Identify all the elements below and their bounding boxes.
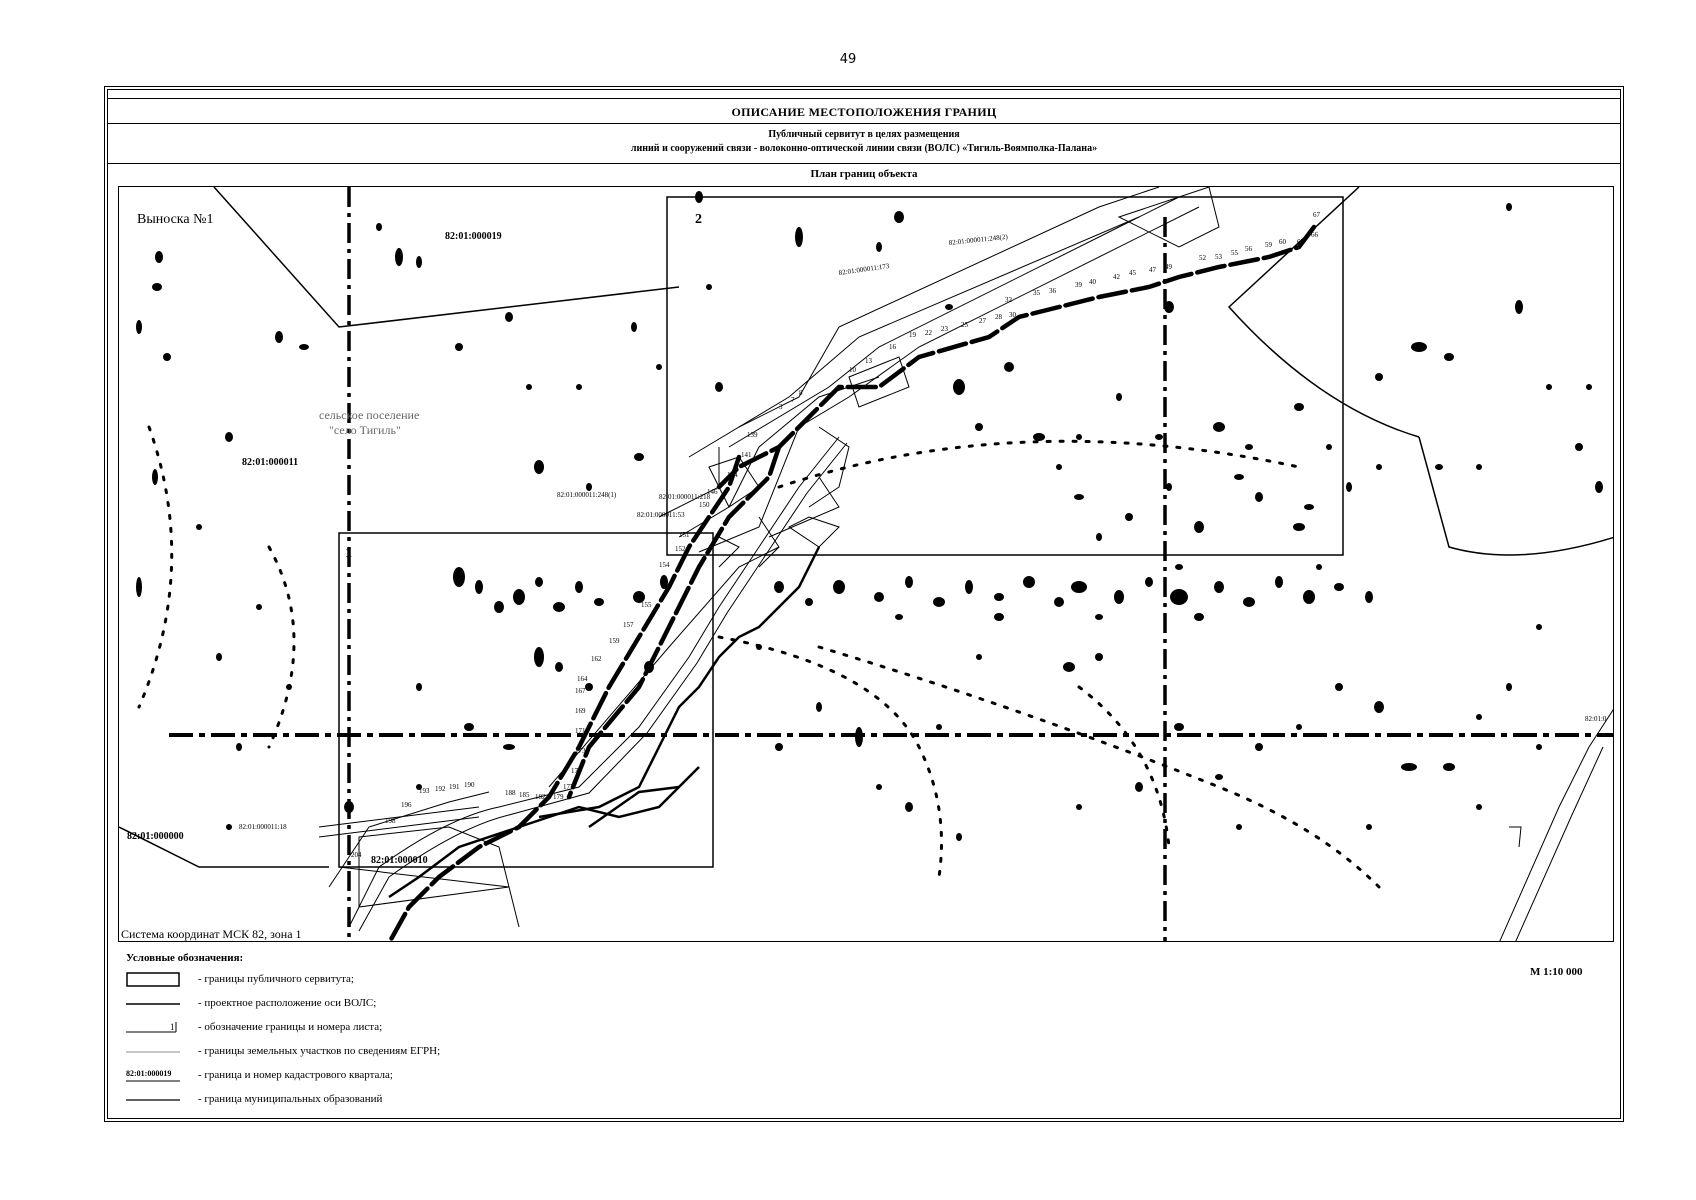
point-label: 59 (1265, 241, 1272, 249)
point-label: 164 (577, 675, 588, 683)
point-label: 175 (571, 767, 582, 775)
cadastral-quarter-symbol (126, 1066, 182, 1086)
legend-item-cadastral-quarter (126, 1066, 926, 1086)
legend-label: - границы земельных участков по сведениям ЕГРН; (198, 1045, 441, 1057)
parcel-label: 82:01:000011:248(2) (948, 232, 1009, 247)
point-label: 53 (1215, 253, 1222, 261)
point-label: 144 (727, 471, 738, 479)
point-label: 182 (535, 793, 546, 801)
legend-label: - границы публичного сервитута; (198, 973, 354, 985)
legend-label: - граница муниципальных образований (198, 1093, 383, 1105)
settlement-name: "село Тигиль" (329, 423, 401, 437)
point-label: 171 (575, 727, 586, 735)
point-label: 36 (1049, 287, 1056, 295)
legend-label: - граница и номер кадастрового квартала; (198, 1069, 393, 1081)
point-label: 192 (435, 785, 446, 793)
point-label: 67 (1313, 211, 1320, 219)
point-label: 154 (659, 561, 670, 569)
point-label: 139 (747, 431, 758, 439)
point-label: 179 (553, 793, 564, 801)
point-label: 190 (464, 781, 475, 789)
legend-title: Условные обозначения: (126, 952, 244, 964)
point-label: 152 (675, 545, 686, 553)
quarter-code: 82:01:000019 (126, 1069, 172, 1078)
point-label: 162 (591, 655, 602, 663)
page-number: 49 (839, 52, 857, 67)
header-divider (108, 98, 1620, 99)
fiber-optic-axis-branches (389, 547, 819, 897)
land-parcel-symbol (126, 1042, 182, 1062)
point-label: 146 (707, 488, 718, 496)
map-scale: М 1:10 000 (1530, 966, 1583, 978)
quarter-boundaries (119, 187, 1614, 867)
boundary-plan-map (118, 186, 1614, 942)
header-divider (108, 123, 1620, 124)
legend-item-fiber-axis (126, 994, 926, 1014)
quarter-label: 82:01:000019 (445, 231, 502, 242)
point-label: 10 (849, 366, 856, 374)
point-label: 185 (519, 791, 530, 799)
point-label: 22 (925, 329, 932, 337)
point-label: 60 (1279, 238, 1286, 246)
point-label: 155 (641, 601, 652, 609)
subtitle-line-1: Публичный сервитут в целях размещения (768, 129, 960, 140)
point-label: 30 (1009, 311, 1016, 319)
legend-label: - обозначение границы и номера листа; (198, 1021, 383, 1033)
point-label: 63 (1297, 238, 1304, 246)
parcel-label: 82:01:000011:218 (659, 493, 711, 501)
legend-label: - проектное расположение оси ВОЛС; (198, 997, 377, 1009)
point-label: 157 (623, 621, 634, 629)
point-label: 35 (1033, 289, 1040, 297)
point-label: 169 (575, 707, 586, 715)
point-label: 198 (385, 817, 396, 825)
point-label: 7 (791, 396, 795, 404)
municipal-boundary-symbol (126, 1090, 182, 1110)
quarter-label: 82:01:000000 (127, 831, 184, 842)
point-label: 177 (563, 783, 574, 791)
sheet-mark: 1 (170, 1022, 175, 1032)
sheet-dash-lines (349, 187, 1165, 942)
dotted-contours (139, 427, 1379, 887)
sheet-number-1: 1 (345, 546, 352, 561)
point-label: 141 (741, 451, 752, 459)
legend-item-municipal-boundary (126, 1090, 926, 1110)
point-label: 191 (449, 783, 460, 791)
parcel-label: 82:01:000011:248(1) (557, 491, 617, 499)
point-label: 66 (1311, 231, 1318, 239)
quarter-label: 82:01:000011 (242, 457, 299, 468)
point-label: 196 (401, 801, 412, 809)
document-title: ОПИСАНИЕ МЕСТОПОЛОЖЕНИЯ ГРАНИЦ (731, 105, 997, 119)
point-label: 193 (419, 787, 430, 795)
parcel-label: 82:01:000011:53 (637, 511, 685, 519)
fiber-optic-axis (389, 227, 1314, 942)
legend-item-land-parcels (126, 1042, 926, 1062)
quarter-label: 82:01:0 (1585, 715, 1607, 723)
parcel-label: 82:01:000011:173 (838, 261, 890, 277)
sheet-boundary-symbol (126, 1018, 182, 1038)
point-label: 159 (609, 637, 620, 645)
point-label: 27 (979, 317, 986, 325)
point-label: 188 (505, 789, 516, 797)
subtitle-line-2: линий и сооружений связи - волоконно-оптической линии связи (ВОЛС) «Тигиль-Воямполка-Палана» (630, 143, 1098, 154)
sheet-number-2: 2 (695, 212, 702, 227)
point-label: 56 (1245, 245, 1252, 253)
point-label: 19 (909, 331, 916, 339)
settlement-name: сельское поселение (319, 408, 420, 422)
point-label: 49 (1165, 263, 1172, 271)
legend-item-servitude (126, 970, 926, 990)
point-label: 204 (351, 851, 362, 859)
point-label: 8 (799, 389, 803, 397)
callout-label: Выноска №1 (137, 212, 214, 227)
plan-title: План границ объекта (810, 168, 918, 180)
legend-item-sheet-boundary (126, 1018, 926, 1038)
point-label: 25 (961, 321, 968, 329)
header-divider (108, 163, 1620, 164)
point-label: 28 (995, 313, 1002, 321)
point-label: 45 (1129, 269, 1136, 277)
fiber-axis-symbol (126, 994, 182, 1014)
point-label: 23 (941, 325, 948, 333)
point-label: 13 (865, 357, 872, 365)
point-label: 52 (1199, 254, 1206, 262)
terrain-features (136, 191, 1603, 841)
point-label: 32 (1005, 296, 1012, 304)
document-subtitle (108, 128, 1620, 156)
point-label: 150 (699, 501, 710, 509)
servitude-boundary-symbol (126, 970, 182, 990)
point-label: 16 (889, 343, 896, 351)
parcel-label: 82:01:000011:18 (239, 823, 287, 831)
point-label: 173 (575, 747, 586, 755)
point-label: 3 (779, 403, 783, 411)
quarter-label: 82:01:000010 (371, 855, 428, 866)
point-label: 40 (1089, 278, 1096, 286)
point-label: 167 (575, 687, 586, 695)
point-label: 42 (1113, 273, 1120, 281)
point-label: 47 (1149, 266, 1156, 274)
coordinate-system: Система координат МСК 82, зона 1 (121, 927, 302, 941)
point-label: 39 (1075, 281, 1082, 289)
point-label: 55 (1231, 249, 1238, 257)
point-label: 151 (679, 531, 690, 539)
